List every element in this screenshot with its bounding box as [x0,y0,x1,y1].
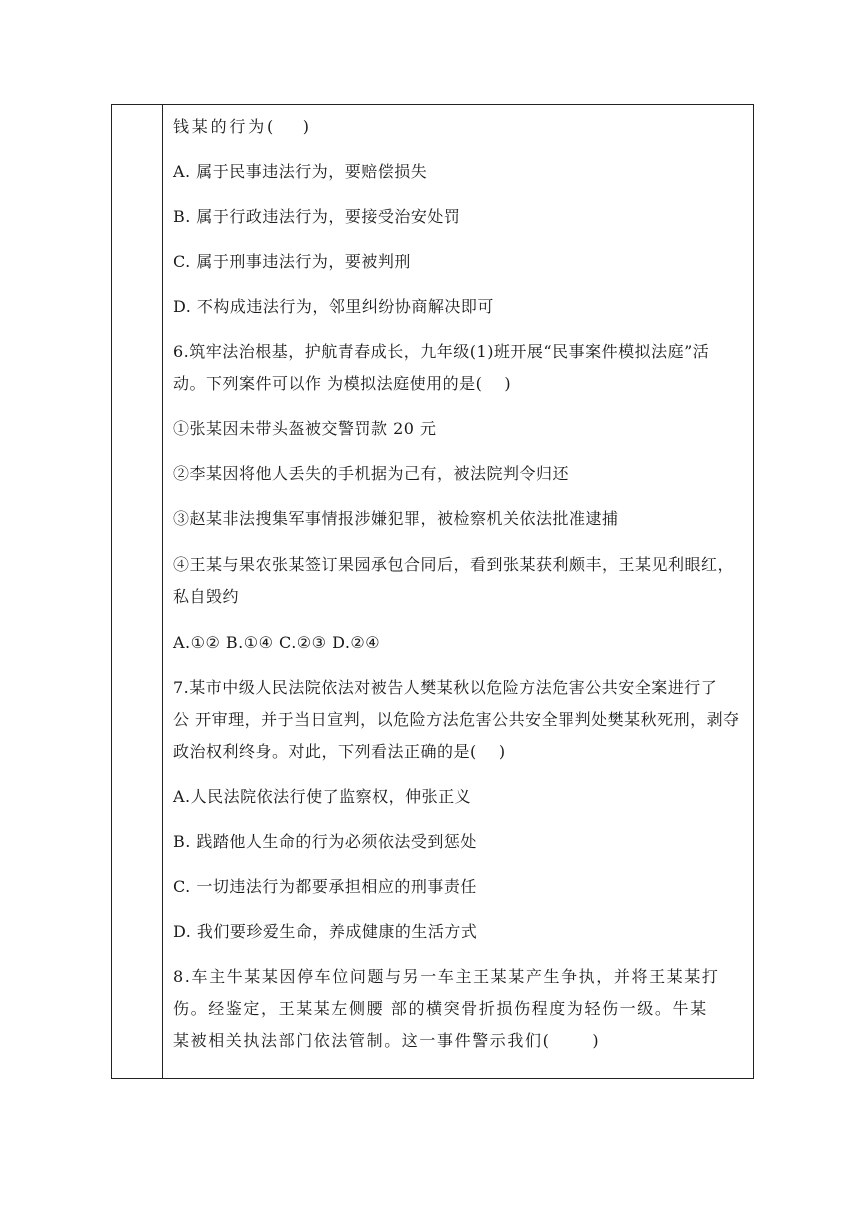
q6-item-2: ②李某因将他人丢失的手机据为己有，被法院判令归还 [173,464,570,483]
q5-option-a: A. 属于民事违法行为，要赔偿损失 [173,162,428,181]
q7-stem-line-3: 政治权利终身。对此，下列看法正确的是( ) [173,742,506,761]
q7-option-d: D. 我们要珍爱生命，养成健康的生活方式 [173,922,478,941]
q6-item-4-cont: 私自毁约 [173,587,240,606]
q7-stem-line-2: 公 开审理，并于当日宣判，以危险方法危害公共安全罪判处樊某秋死刑，剥夺 [173,710,740,729]
q6-item-4: ④王某与果农张某签订果园承包合同后，看到张某获利颇丰，王某见利眼红， [173,555,735,574]
q7-stem-line-1: 7.某市中级人民法院依法对被告人樊某秋以危险方法危害公共安全案进行了 [173,678,718,697]
q8-stem-line-1: 8.车主牛某某因停车位问题与另一车主王某某产生争执，并将王某某打 [173,967,720,986]
q6-stem-line-2: 动。下列案件可以作 为模拟法庭使用的是( ) [173,374,512,393]
q5-stem: 钱某的行为( ) [173,117,312,136]
q7-option-c: C. 一切违法行为都要承担相应的刑事责任 [173,877,477,896]
table-content-cell [173,105,745,1078]
q6-item-1: ①张某因未带头盔被交警罚款 20 元 [173,419,437,438]
q7-option-b: B. 践踏他人生命的行为必须依法受到惩处 [173,832,477,851]
q8-stem-line-2: 伤。经鉴定，王某某左侧腰 部的横突骨折损伤程度为轻伤一级。牛某 [173,999,708,1018]
q6-item-3: ③赵某非法搜集军事情报涉嫌犯罪，被检察机关依法批准逮捕 [173,509,619,528]
q5-option-c: C. 属于刑事违法行为，要被判刑 [173,252,411,271]
q6-choices: A.①② B.①④ C.②③ D.②④ [173,633,381,652]
table-left-column [112,105,163,1078]
question-table [111,104,754,1079]
q6-stem-line-1: 6.筑牢法治根基，护航青春成长，九年级(1)班开展“民事案件模拟法庭”活 [173,342,710,361]
q8-stem-line-3: 某被相关执法部门依法管制。这一事件警示我们( ) [173,1031,601,1050]
q5-option-b: B. 属于行政违法行为，要接受治安处罚 [173,207,461,226]
q5-option-d: D. 不构成违法行为，邻里纠纷协商解决即可 [173,297,494,316]
q7-option-a: A.人民法院依法行使了监察权，伸张正义 [173,787,472,806]
